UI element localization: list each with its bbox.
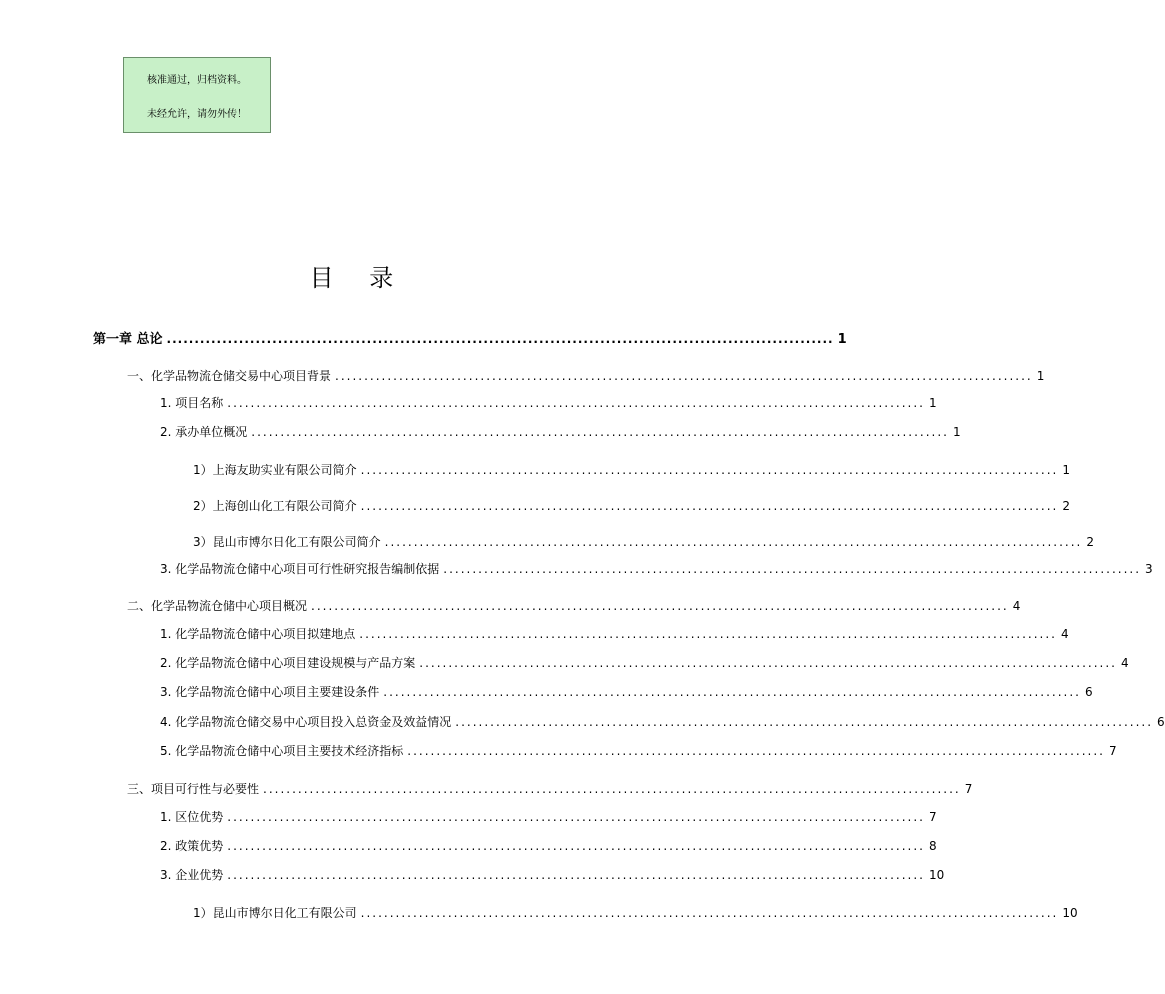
approval-stamp: [123, 57, 271, 133]
toc-label: 2. 政策优势: [160, 839, 224, 853]
toc-label: 1）上海友助实业有限公司简介: [193, 463, 357, 477]
toc-entry-subsection[interactable]: [160, 560, 1153, 578]
toc-page-number: 10: [929, 868, 945, 882]
toc-entry-item[interactable]: [193, 461, 1071, 479]
toc-leader: ........................................................................................................................: [359, 627, 1057, 641]
toc-leader: ........................................................................................................................: [166, 332, 834, 346]
toc-page-number: 3: [1145, 562, 1153, 576]
toc-label: 1. 区位优势: [160, 810, 224, 824]
toc-page-number: 1: [837, 332, 847, 347]
page-title: 目 录: [309, 264, 408, 292]
toc-leader: ........................................................................................................................: [407, 744, 1105, 758]
toc-label: 2. 化学品物流仓储中心项目建设规模与产品方案: [160, 656, 416, 670]
toc-page-number: 1: [929, 396, 937, 410]
toc-label: 3）昆山市博尔日化工有限公司简介: [193, 535, 381, 549]
toc-leader: ........................................................................................................................: [360, 499, 1059, 513]
toc-label: 3. 化学品物流仓储中心项目可行性研究报告编制依据: [160, 562, 440, 576]
toc-leader: ........................................................................................................................: [227, 839, 925, 853]
toc-entry-subsection[interactable]: [160, 625, 1069, 643]
toc-entry-subsection[interactable]: [160, 394, 937, 412]
toc-label: 4. 化学品物流仓储交易中心项目投入总资金及效益情况: [160, 715, 452, 729]
toc-leader: ........................................................................................................................: [360, 463, 1059, 477]
stamp-line-1: 核准通过，归档资料。: [147, 75, 247, 86]
toc-label: 二、化学品物流仓储中心项目概况: [127, 599, 308, 613]
toc-leader: ........................................................................................................................: [419, 656, 1117, 670]
toc-entry-subsection[interactable]: [160, 423, 961, 441]
toc-page-number: 4: [1061, 627, 1069, 641]
toc-page-number: 2: [1062, 499, 1071, 513]
toc-entry-subsection[interactable]: [160, 713, 1165, 731]
toc-page-number: 8: [929, 839, 937, 853]
toc-entry-subsection[interactable]: [160, 683, 1093, 701]
toc-leader: ........................................................................................................................: [227, 810, 925, 824]
toc-page-number: 1: [1036, 369, 1045, 383]
toc-label: 一、化学品物流仓储交易中心项目背景: [127, 369, 332, 383]
toc-leader: ........................................................................................................................: [263, 782, 961, 796]
toc-label: 2）上海创山化工有限公司简介: [193, 499, 357, 513]
toc-leader: ........................................................................................................................: [335, 369, 1033, 383]
toc-label: 1. 化学品物流仓储中心项目拟建地点: [160, 627, 356, 641]
toc-label: 1）昆山市博尔日化工有限公司: [193, 906, 357, 920]
toc-entry-item[interactable]: [193, 497, 1071, 515]
toc-page-number: 7: [1109, 744, 1117, 758]
toc-leader: ........................................................................................................................: [311, 599, 1009, 613]
toc-page-number: 7: [964, 782, 973, 796]
toc-label: 3. 化学品物流仓储中心项目主要建设条件: [160, 685, 380, 699]
toc-page-number: 2: [1086, 535, 1095, 549]
toc-page-number: 7: [929, 810, 937, 824]
toc-page-number: 4: [1012, 599, 1021, 613]
toc-page-number: 1: [953, 425, 961, 439]
toc-entry-item[interactable]: [193, 904, 1078, 922]
toc-page-number: 1: [1062, 463, 1071, 477]
toc-label: 3. 企业优势: [160, 868, 224, 882]
toc-entry-subsection[interactable]: [160, 742, 1117, 760]
toc-leader: ........................................................................................................................: [384, 535, 1083, 549]
toc-label: 5. 化学品物流仓储中心项目主要技术经济指标: [160, 744, 404, 758]
toc-entry-subsection[interactable]: [160, 866, 945, 884]
toc-leader: ........................................................................................................................: [227, 396, 925, 410]
toc-entry-chapter-1[interactable]: [93, 330, 847, 348]
toc-page-number: 6: [1085, 685, 1093, 699]
toc-entry-section[interactable]: [127, 780, 973, 798]
toc-label: 第一章 总论: [93, 332, 163, 347]
toc-entry-subsection[interactable]: [160, 837, 937, 855]
toc-entry-section[interactable]: [127, 367, 1045, 385]
toc-label: 1. 项目名称: [160, 396, 224, 410]
toc-entry-subsection[interactable]: [160, 654, 1129, 672]
toc-leader: ........................................................................................................................: [251, 425, 949, 439]
toc-leader: ........................................................................................................................: [360, 906, 1059, 920]
toc-entry-item[interactable]: [193, 533, 1095, 551]
stamp-line-2: 未经允许，请勿外传！: [147, 109, 247, 120]
toc-leader: ........................................................................................................................: [455, 715, 1154, 729]
toc-leader: ........................................................................................................................: [383, 685, 1081, 699]
toc-label: 三、项目可行性与必要性: [127, 782, 260, 796]
toc-page-number: 10: [1062, 906, 1078, 920]
toc-page-number: 6: [1157, 715, 1165, 729]
toc-leader: ........................................................................................................................: [227, 868, 925, 882]
toc-entry-subsection[interactable]: [160, 808, 937, 826]
toc-leader: ........................................................................................................................: [443, 562, 1142, 576]
toc-entry-section[interactable]: [127, 597, 1021, 615]
toc-page-number: 4: [1121, 656, 1129, 670]
toc-label: 2. 承办单位概况: [160, 425, 248, 439]
